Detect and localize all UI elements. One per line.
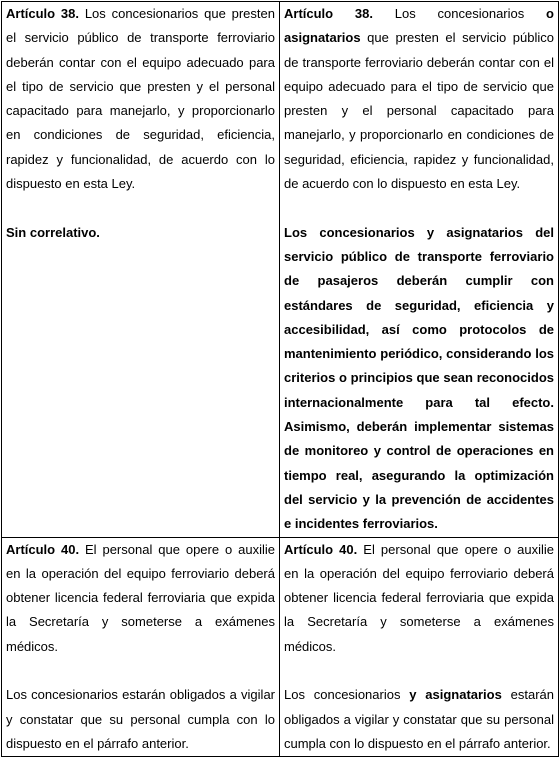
paragraph [6, 538, 275, 659]
article-text: Los concesionarios [372, 6, 547, 21]
no-correlative-text: Sin correlativo. [6, 224, 100, 240]
paragraph [284, 2, 554, 196]
article-text: El personal que opere o auxilie en la operación del equipo ferroviario deberá obtener licencia federal ferroviaria que expida la Secretaría y someterse a exámenes médicos. [6, 541, 275, 654]
paragraph [284, 538, 554, 659]
article-text: Los concesionarios que presten el servicio público de transporte ferroviario deberán contar con el equipo adecuado para el tipo de servicio que presten y el personal capacitado para manejarlo, y proporcionarlo en condiciones de seguridad, eficiencia, rapidez y funcionalidad, de acuerdo con lo dispuesto en esta Ley. [6, 6, 275, 192]
cell-current-article-40 [2, 537, 280, 757]
article-heading: Artículo 40. [284, 541, 358, 557]
comparison-table [1, 1, 559, 757]
cell-proposed-article-38 [280, 2, 559, 538]
article-heading: Artículo 40. [6, 541, 80, 557]
paragraph: Los concesionarios estarán obligados a vigilar y constatar que su personal cumpla con lo dispuesto en el párrafo anterior. [6, 687, 275, 751]
added-text: o asignatarios [284, 6, 554, 46]
article-text: El personal que opere o auxilie en la operación del equipo ferroviario deberá obtener licencia federal ferroviaria que expida la Secretaría y someterse a exámenes médicos. [284, 541, 555, 654]
paragraph [284, 683, 554, 756]
paragraph [6, 2, 275, 196]
article-text: estarán obligados a vigilar y constatar que su personal cumpla con lo dispuesto en el párrafo anterior. [284, 687, 554, 751]
cell-proposed-article-40 [280, 537, 559, 757]
added-paragraph: Los concesionarios y asignatarios del servicio público de transporte ferroviario de pasajeros deberán cumplir con estándares de seguridad, eficiencia y accesibilidad, así como protocolos de mantenimiento periódico, considerando los criterios o principios que sean reconocidos internacionalmente para tal efecto. Asimismo, deberán implementar sistemas de monitoreo y control de operaciones en tiempo real, asegurando la optimización del servicio y la prevención de accidentes e incidentes ferroviarios. [284, 224, 554, 532]
cell-current-article-38 [2, 2, 280, 538]
article-heading: Artículo 38. [284, 6, 373, 21]
table-row-article-38 [2, 2, 559, 538]
table-row-article-40 [2, 537, 559, 757]
article-text: Los concesionarios [284, 687, 410, 703]
article-text: que presten el servicio público de transporte ferroviario deberán contar con el equipo adecuado para el tipo de servicio que presten y el personal capacitado para manejarlo, y proporcionarlo en condiciones de seguridad, eficiencia, rapidez y funcionalidad, de acuerdo con lo dispuesto en esta Ley. [284, 30, 554, 192]
added-text: y asignatarios [409, 687, 502, 703]
article-heading: Artículo 38. [6, 6, 79, 21]
